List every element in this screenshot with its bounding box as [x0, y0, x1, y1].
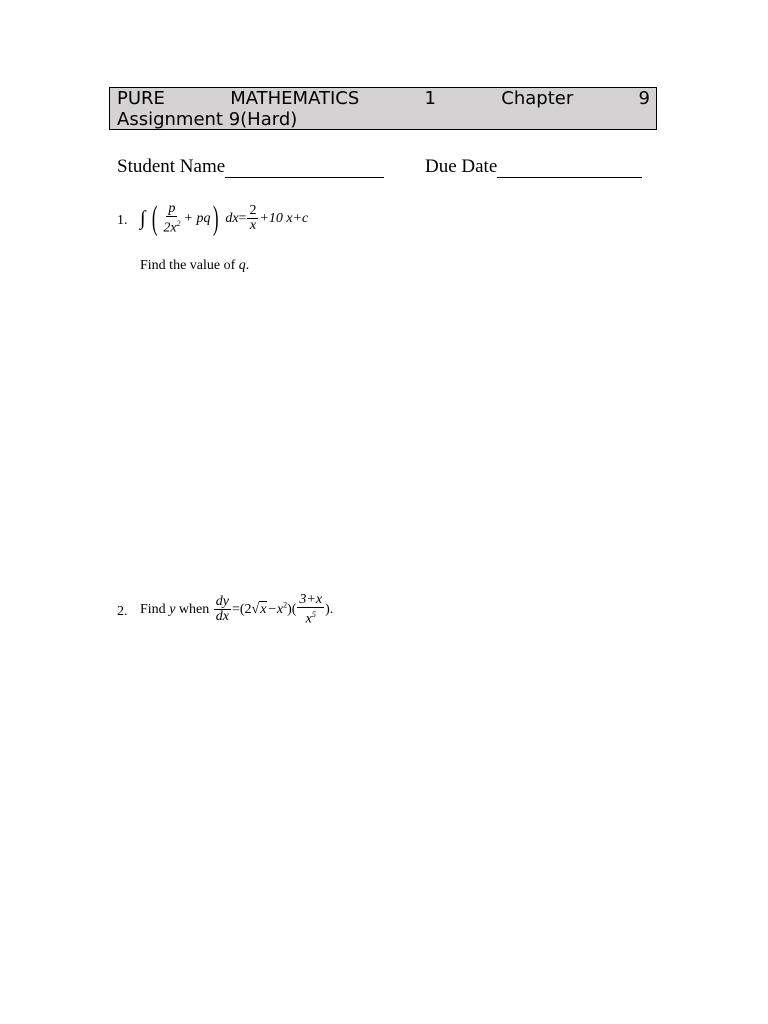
minus-term: −x: [267, 602, 284, 618]
fraction-denominator: [161, 217, 182, 236]
question-1-instruction: [140, 258, 249, 274]
derivative-fraction: [214, 595, 231, 624]
fraction-denominator: x: [249, 218, 257, 234]
student-name-blank[interactable]: [225, 157, 384, 178]
fraction-denominator: [304, 608, 318, 627]
sqrt-radicand: x: [260, 602, 267, 618]
student-name-field: [117, 156, 384, 178]
header-word: PURE: [117, 88, 165, 109]
equation-part: )(: [287, 602, 297, 618]
header-subtitle: Assignment 9(Hard): [117, 109, 298, 130]
paren-open: (: [151, 199, 158, 237]
question-number: 2.: [117, 604, 128, 619]
exponent: 5: [311, 610, 316, 619]
header-title-line: [117, 88, 650, 109]
header-word: Chapter: [501, 88, 574, 109]
fraction: [297, 593, 324, 627]
find-word: Find: [140, 602, 166, 618]
header-word: 9: [638, 88, 650, 109]
question-number: 1.: [117, 213, 128, 228]
student-name-label: Student Name: [117, 156, 226, 177]
variable-y: y: [169, 602, 176, 618]
fraction: [161, 202, 182, 236]
fraction-numerator: 2: [249, 203, 257, 219]
integral-sign: ∫: [140, 207, 146, 230]
exponent: 2: [176, 219, 181, 228]
due-date-blank[interactable]: [497, 157, 642, 178]
equals-sign: =: [238, 211, 247, 227]
instruction-period: .: [245, 258, 250, 273]
question-1-equation: [140, 199, 309, 237]
instruction-text: Find the value of: [140, 258, 236, 273]
question-2-equation: [140, 593, 333, 627]
rest-of-equation: +10 x+c: [259, 211, 309, 227]
due-date-field: [425, 156, 642, 178]
exponent: 2: [283, 600, 288, 610]
fraction-denominator: dx: [215, 609, 229, 625]
header-word: 1: [424, 88, 436, 109]
fraction-numerator: 3+x: [299, 592, 323, 607]
due-date-label: Due Date: [425, 156, 498, 177]
denominator-text: 2x: [163, 220, 177, 236]
document-header: [109, 87, 657, 130]
equation-part: =(2: [231, 602, 252, 618]
fraction: [247, 204, 258, 233]
fraction-numerator: dy: [215, 594, 229, 610]
instruction-variable: q: [238, 258, 246, 273]
plus-term: + pq: [183, 211, 211, 227]
equation-part: ).: [325, 602, 334, 618]
when-word: when: [178, 602, 210, 618]
header-word: MATHEMATICS: [230, 88, 360, 109]
denominator-text: x: [305, 611, 312, 627]
fraction-numerator: p: [168, 201, 176, 216]
paren-close: ): [213, 199, 219, 237]
sqrt-symbol: √: [251, 602, 260, 618]
differential: dx: [225, 211, 239, 227]
